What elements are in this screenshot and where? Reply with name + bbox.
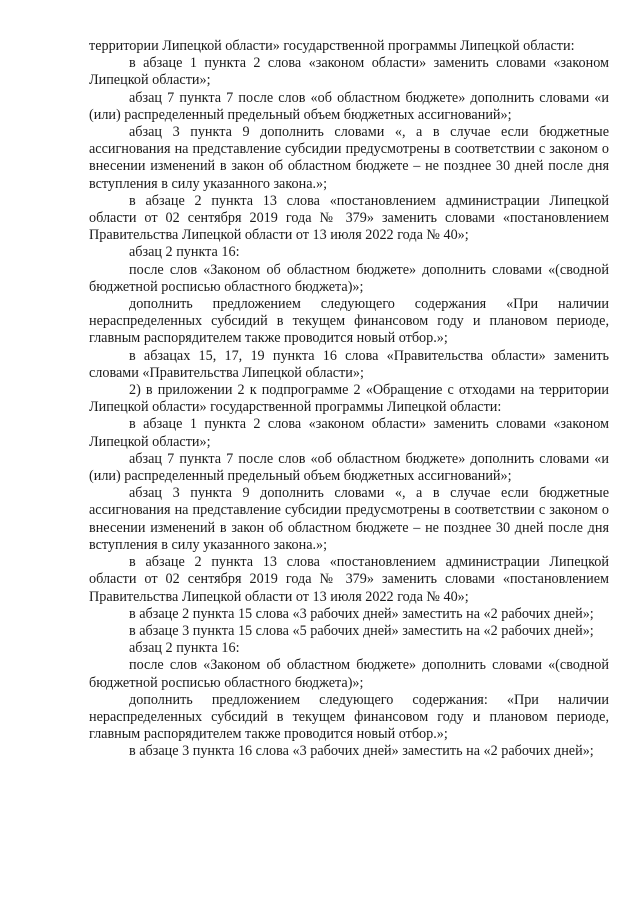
paragraph: абзац 2 пункта 16:	[129, 640, 240, 657]
paragraph: в абзаце 2 пункта 13 слова «постановлением администрации Липецкой области от 02 сентября 2019 года № 379» заменить словами «постановлением Правительства Липецкой области от 13 июля 2022 года № 40»;	[89, 192, 609, 244]
paragraph: абзац 2 пункта 16:	[129, 244, 240, 261]
paragraph: после слов «Законом об областном бюджете» дополнить словами «(сводной бюджетной росписью областного бюджета)»;	[89, 657, 609, 691]
paragraph: абзац 7 пункта 7 после слов «об областном бюджете» дополнить словами «и (или) распределенный предельный объем бюджетных ассигнований»;	[89, 89, 609, 123]
paragraph: дополнить предложением следующего содержания «При наличии нераспределенных субсидий в текущем финансовом году и плановом периоде, главным распорядителем также проводится новый отбор.»;	[89, 296, 609, 347]
paragraph: дополнить предложением следующего содержания: «При наличии нераспределенных субсидий в текущем финансовом году и плановом периоде, главным распорядителем также проводится новый отбор.»;	[89, 691, 609, 743]
paragraph: в абзаце 2 пункта 15 слова «3 рабочих дней» заместить на «2 рабочих дней»;	[129, 605, 594, 622]
document-page	[89, 38, 609, 761]
paragraph: в абзаце 3 пункта 16 слова «3 рабочих дней» заместить на «2 рабочих дней»;	[129, 743, 594, 760]
paragraph: 2) в приложении 2 к подпрограмме 2 «Обращение с отходами на территории Липецкой области» государственной программы Липецкой области:	[89, 382, 609, 416]
paragraph: в абзацах 15, 17, 19 пункта 16 слова «Правительства области» заменить словами «Правительства Липецкой области»;	[89, 347, 609, 381]
paragraph: абзац 3 пункта 9 дополнить словами «, а в случае если бюджетные ассигнования на представление субсидии предусмотрены в соответствии с законом о внесении изменений в закон об областном бюджете – не позднее 30 дней после дня вступления в силу указанного закона.»;	[89, 124, 609, 192]
paragraph: после слов «Законом об областном бюджете» дополнить словами «(сводной бюджетной росписью областного бюджета)»;	[89, 261, 609, 295]
paragraph: в абзаце 1 пункта 2 слова «законом области» заменить словами «законом Липецкой области»;	[89, 55, 609, 89]
paragraph: в абзаце 1 пункта 2 слова «законом области» заменить словами «законом Липецкой области»;	[89, 416, 609, 450]
paragraph: в абзаце 2 пункта 13 слова «постановлением администрации Липецкой области от 02 сентября 2019 года № 379» заменить словами «постановлением Правительства Липецкой области от 13 июля 2022 года № 40»;	[89, 554, 609, 605]
paragraph: абзац 7 пункта 7 после слов «об областном бюджете» дополнить словами «и (или) распределенный предельный объем бюджетных ассигнований»;	[89, 450, 609, 485]
paragraph: территории Липецкой области» государственной программы Липецкой области:	[89, 38, 575, 54]
paragraph: в абзаце 3 пункта 15 слова «5 рабочих дней» заместить на «2 рабочих дней»;	[129, 622, 594, 639]
paragraph: абзац 3 пункта 9 дополнить словами «, а в случае если бюджетные ассигнования на представление субсидии предусмотрены в соответствии с законом о внесении изменений в закон об областном бюджете – не позднее 30 дней после дня вступления в силу указанного закона.»;	[89, 485, 609, 553]
